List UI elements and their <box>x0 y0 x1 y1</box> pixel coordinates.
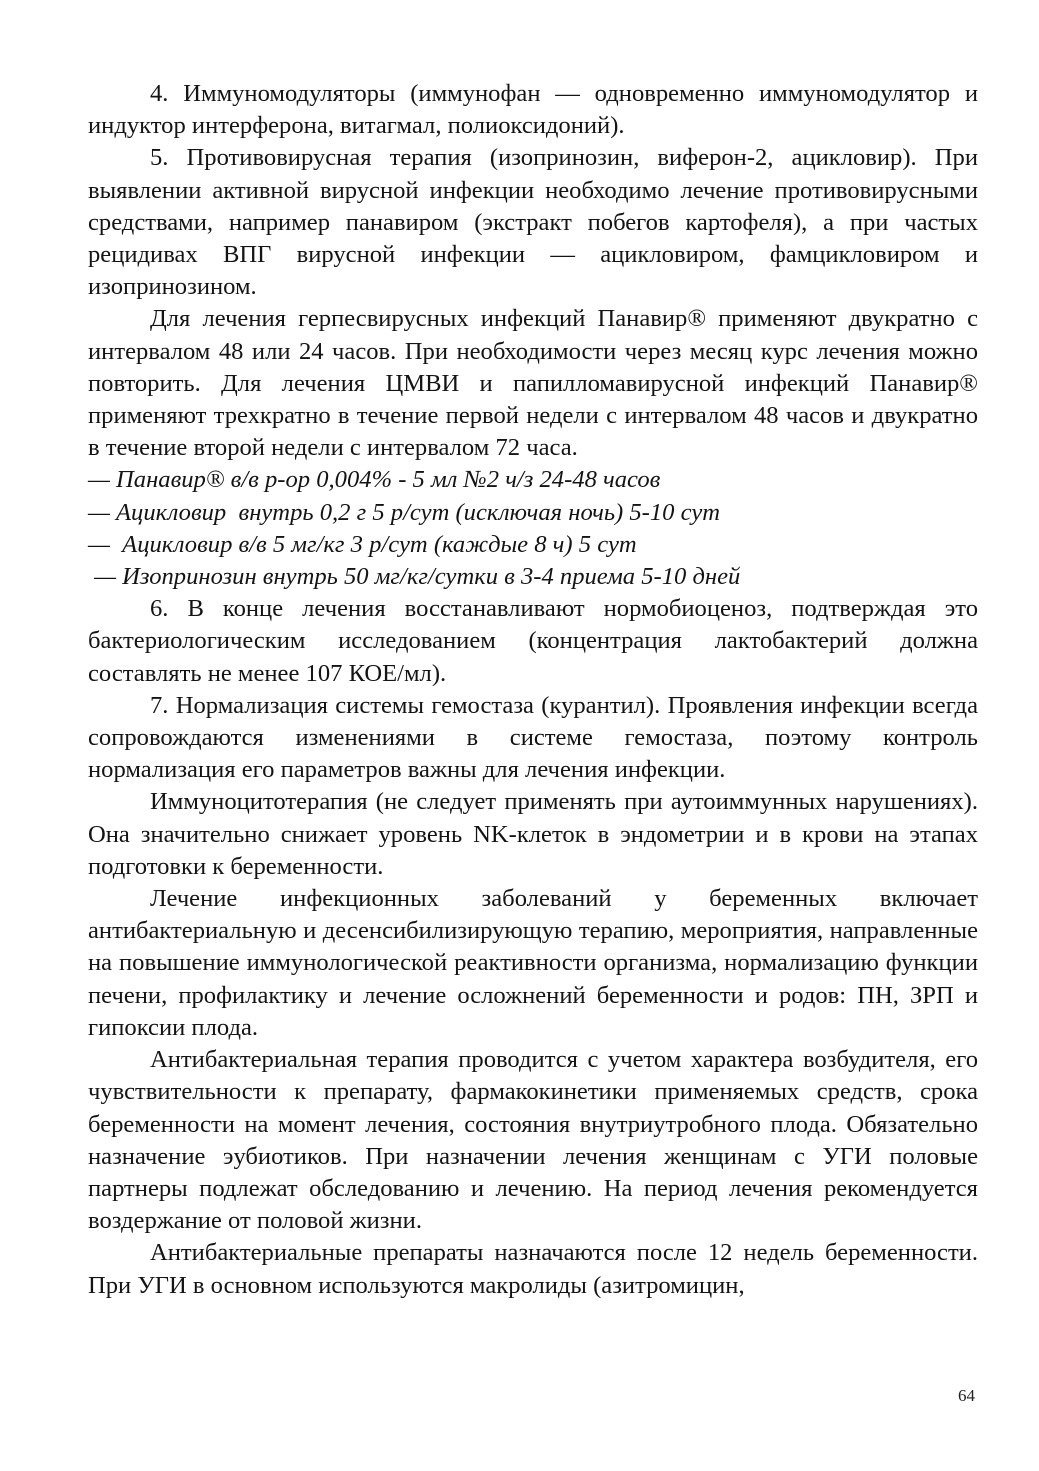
paragraph-immunocytotherapy: Иммуноцитотерапия (не следует применять при аутоиммунных нарушениях). Она значительно снижает уровень NK-клеток в эндометрии и в крови на этапах подготовки к беременности. <box>88 788 978 880</box>
prescription-acyclovir-iv: — Ацикловир в/в 5 мг/кг 3 р/сут (каждые 8 ч) 5 сут <box>88 530 637 558</box>
paragraph-antibacterial-therapy: Антибактериальная терапия проводится с учетом характера возбудителя, его чувствительности к препарату, фармакокинетики применяемых средств, срока беременности на момент лечения, состояния внутриутробного плода. Обязательно назначение эубиотиков. При назначении лечения женщинам с УГИ половые партнеры подлежат обследованию и лечению. На период лечения рекомендуется воздержание от половой жизни. <box>88 1046 978 1235</box>
paragraph-normobiocenosis: 6. В конце лечения восстанавливают нормобиоценоз, подтверждая это бактериологическим исследованием (концентрация лактобактерий должна составлять не менее 107 КОЕ/мл). <box>88 595 978 687</box>
page-number: 64 <box>958 1386 975 1405</box>
prescription-isoprinosine: — Изопринозин внутрь 50 мг/кг/сутки в 3-4 приема 5-10 дней <box>88 563 741 591</box>
paragraph-antiviral-therapy: 5. Противовирусная терапия (изопринозин, виферон-2, ацикловир). При выявлении активной вирусной инфекции необходимо лечение противовирусными средствами, например панавиром (экстракт побегов картофеля), а при частых рецидивах ВПГ вирусной инфекции — ацикловиром, фамцикловиром и изопринозином. <box>88 144 978 301</box>
paragraph-immunomodulators: 4. Иммуномодуляторы (иммунофан — одновременно иммуномодулятор и индуктор интерферона, витагмал, полиоксидоний). <box>88 80 978 140</box>
paragraph-antibacterial-drugs: Антибактериальные препараты назначаются после 12 недель беременности. При УГИ в основном используются макролиды (азитромицин, <box>88 1239 978 1299</box>
paragraph-hemostasis: 7. Нормализация системы гемостаза (курантил). Проявления инфекции всегда сопровождаются изменениями в системе гемостаза, поэтому контроль нормализация его параметров важны для лечения инфекции. <box>88 691 978 784</box>
prescription-acyclovir-oral: — Ацикловир внутрь 0,2 г 5 р/сут (исключая ночь) 5-10 сут <box>88 498 721 526</box>
prescription-panavir: — Панавир® в/в р-ор 0,004% - 5 мл №2 ч/з 24-48 часов <box>88 466 661 494</box>
page-body <box>88 78 978 1302</box>
paragraph-panavir-dosing: Для лечения герпесвирусных инфекций Панавир® применяют двукратно с интервалом 48 или 24 часов. При необходимости через месяц курс лечения можно повторить. Для лечения ЦМВИ и папилломавирусной инфекций Панавир® применяют трехкратно в течение первой недели с интервалом 48 часов и двукратно в течение второй недели с интервалом 72 часа. <box>88 305 978 462</box>
paragraph-pregnancy-treatment: Лечение инфекционных заболеваний у беременных включает антибактериальную и десенсибилизирующую терапию, мероприятия, направленные на повышение иммунологической реактивности организма, нормализацию функции печени, профилактику и лечение осложнений беременности и родов: ПН, ЗРП и гипоксии плода. <box>88 885 978 1041</box>
